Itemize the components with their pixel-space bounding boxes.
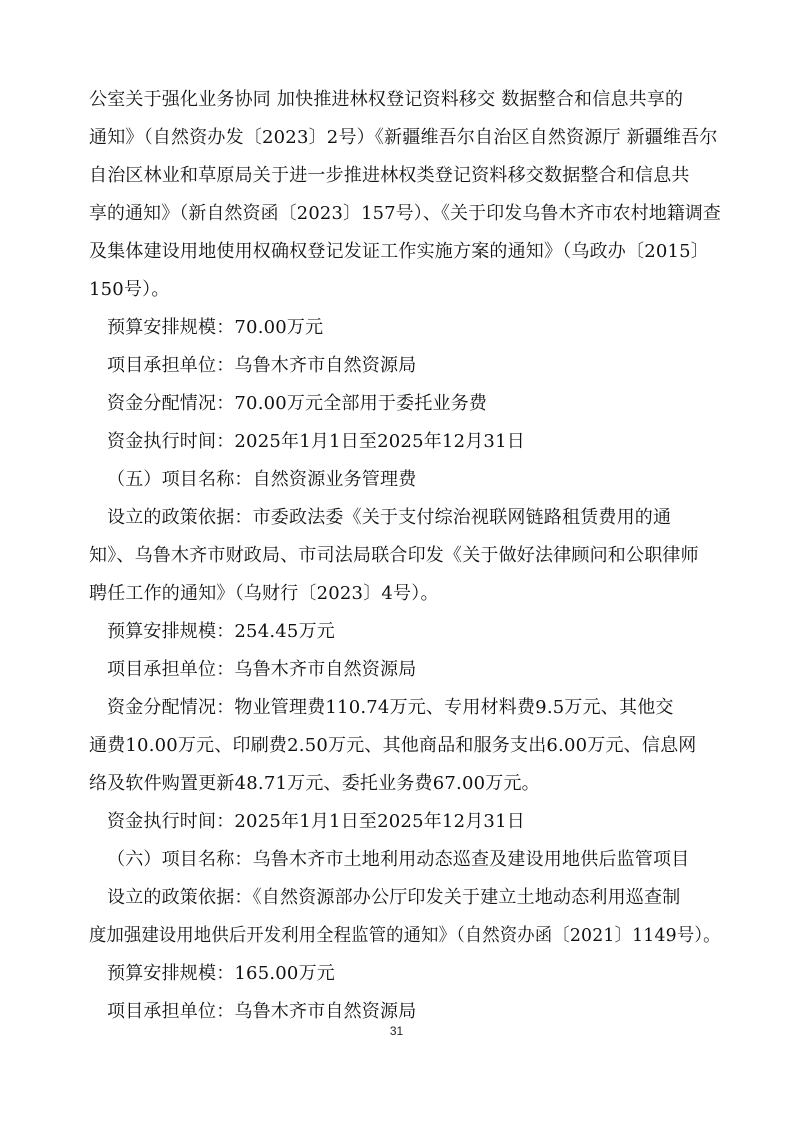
- policy-basis-line: 设立的政策依据：市委政法委《关于支付综治视联网链路租赁费用的通: [107, 507, 672, 528]
- fund-allocation-line: 资金分配情况：70.00万元全部用于委托业务费: [107, 393, 488, 414]
- budget-scale-line: 预算安排规模：165.00万元: [107, 963, 335, 984]
- paragraph-line-1: 公室关于强化业务协同 加快推进林权登记资料移交 数据整合和信息共享的: [89, 89, 684, 110]
- paragraph-line: 知》、乌鲁木齐市财政局、市司法局联合印发《关于做好法律顾问和公职律师: [89, 545, 699, 566]
- undertaking-unit-line: 项目承担单位：乌鲁木齐市自然资源局: [107, 659, 417, 680]
- execution-time-line: 资金执行时间：2025年1月1日至2025年12月31日: [107, 811, 525, 832]
- budget-scale-line: 预算安排规模：70.00万元: [107, 317, 324, 338]
- undertaking-unit-line: 项目承担单位：乌鲁木齐市自然资源局: [107, 355, 417, 376]
- budget-scale-line: 预算安排规模：254.45万元: [107, 621, 335, 642]
- fund-allocation-line: 资金分配情况：物业管理费110.74万元、专用材料费9.5万元、其他交: [107, 697, 674, 718]
- section-heading-6: （六）项目名称：乌鲁木齐市土地利用动态巡查及建设用地供后监管项目: [107, 849, 690, 870]
- section-heading-5: （五）项目名称：自然资源业务管理费: [107, 469, 417, 490]
- paragraph-line-2: 通知》（自然资办发〔2023〕2号）《新疆维吾尔自治区自然资源厅 新疆维吾尔: [89, 127, 718, 148]
- paragraph-line: 聘任工作的通知》（乌财行〔2023〕4号）。: [89, 583, 439, 604]
- execution-time-line: 资金执行时间：2025年1月1日至2025年12月31日: [107, 431, 525, 452]
- page-number: 31: [389, 1024, 404, 1038]
- paragraph-line: 络及软件购置更新48.71万元、委托业务费67.00万元。: [89, 773, 540, 794]
- paragraph-line: 度加强建设用地供后开发利用全程监管的通知》（自然资办函〔2021〕1149号）。: [89, 925, 721, 946]
- paragraph-line-3: 自治区林业和草原局关于进一步推进林权类登记资料移交数据整合和信息共: [89, 165, 690, 186]
- paragraph-line-6: 150号）。: [89, 279, 170, 300]
- policy-basis-line: 设立的政策依据：《自然资源部办公厅印发关于建立土地动态利用巡查制: [107, 887, 681, 908]
- paragraph-line-5: 及集体建设用地使用权确权登记发证工作实施方案的通知》（乌政办〔2015〕: [89, 241, 710, 262]
- paragraph-line-4: 享的通知》（新自然资函〔2023〕157号）、《关于印发乌鲁木齐市农村地籍调查: [89, 203, 722, 224]
- paragraph-line: 通费10.00万元、印刷费2.50万元、其他商品和服务支出6.00万元、信息网: [89, 735, 697, 756]
- undertaking-unit-line: 项目承担单位：乌鲁木齐市自然资源局: [107, 1001, 417, 1022]
